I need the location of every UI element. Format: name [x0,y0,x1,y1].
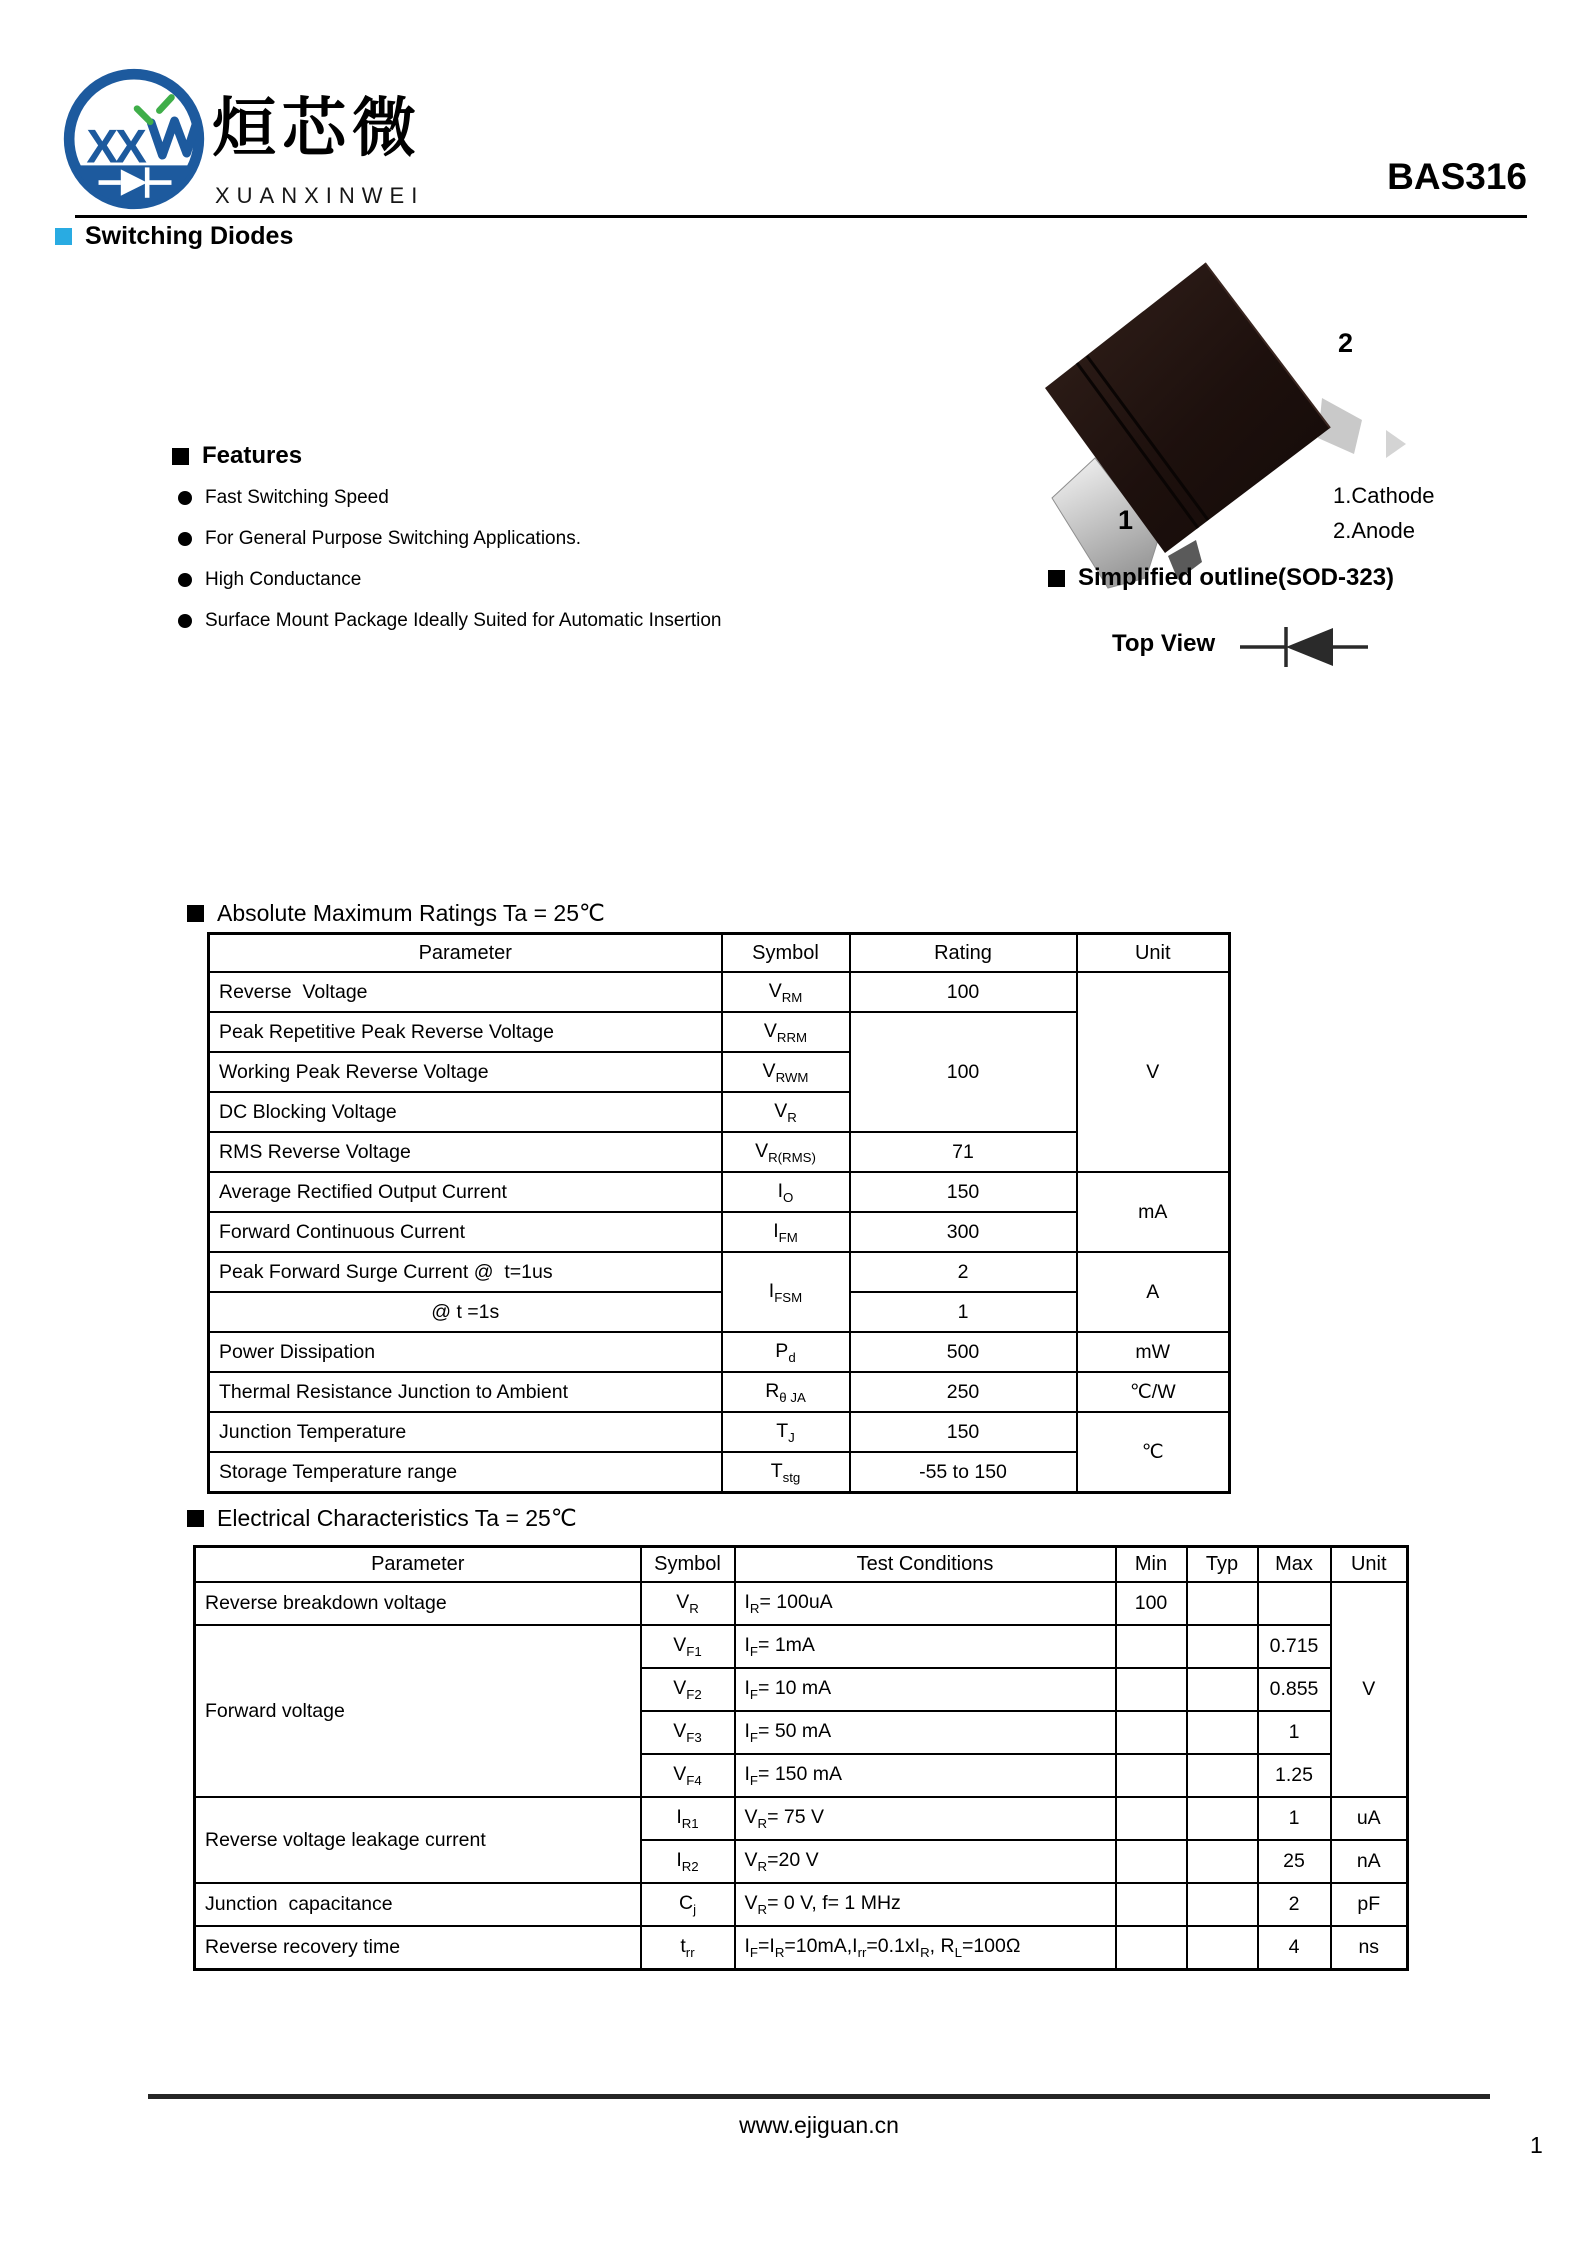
blue-square-icon [55,228,72,245]
pin2-number: 2 [1338,328,1354,358]
cell-symbol: $V_{F1}$ [641,1625,735,1668]
cell-parameter: Forward voltage [195,1625,641,1797]
header-divider [75,215,1527,218]
cell-rating: 100 [850,1012,1077,1132]
outline-title [1048,564,1394,592]
cell-unit: V [1077,972,1230,1172]
cell-min [1116,1883,1187,1926]
cell-unit: nA [1331,1840,1408,1883]
cell-typ [1187,1754,1258,1797]
svg-text:XX: XX [86,120,144,174]
cell-max: 1 [1258,1797,1331,1840]
cell-symbol: $V_{RM}$ [722,972,850,1012]
cell-typ [1187,1625,1258,1668]
cell-typ [1187,1883,1258,1926]
cell-parameter: Power Dissipation [209,1332,722,1372]
black-square-icon [187,905,204,922]
table-row [209,1372,1230,1412]
outline-title-label: Simplified outline(SOD-323) [1078,564,1395,591]
company-logo-icon [58,62,210,214]
cell-parameter: DC Blocking Voltage [209,1092,722,1132]
brand-name-en: XUANXINWEI [215,183,425,208]
bullet-icon [178,614,192,628]
cell-min [1116,1797,1187,1840]
black-square-icon [1048,570,1065,587]
col-symbol: Symbol [641,1547,735,1583]
cell-parameter: Thermal Resistance Junction to Ambient [209,1372,722,1412]
table-row [195,1926,1408,1970]
cell-min: 100 [1116,1582,1187,1625]
cell-test-conditions: $I_F= 150$ mA [735,1754,1116,1797]
cell-unit: ns [1331,1926,1408,1970]
cell-symbol: $I_{R2}$ [641,1840,735,1883]
cell-test-conditions: $V_R= 0$ V, f= 1 MHz [735,1883,1116,1926]
cell-typ [1187,1840,1258,1883]
cell-parameter: Forward Continuous Current [209,1212,722,1252]
feature-text: High Conductance [205,569,362,590]
cell-rating: 300 [850,1212,1077,1252]
table-row [209,1212,1230,1252]
cell-max: 2 [1258,1883,1331,1926]
cell-symbol: $T_J$ [722,1412,850,1452]
cell-rating: 250 [850,1372,1077,1412]
cell-typ [1187,1797,1258,1840]
cell-rating: -55 to 150 [850,1452,1077,1493]
brand-name-cn: 烜芯微 [212,92,422,164]
cell-test-conditions: $I_F= 1mA$ [735,1625,1116,1668]
table-row [195,1883,1408,1926]
cell-parameter: Reverse recovery time [195,1926,641,1970]
cell-min [1116,1668,1187,1711]
cell-symbol: $V_R$ [641,1582,735,1625]
cell-symbol: $t_{rr}$ [641,1926,735,1970]
cell-min [1116,1840,1187,1883]
abs-max-title-label: Absolute Maximum Ratings Ta = 25℃ [217,900,605,926]
cell-symbol: $V_{F2}$ [641,1668,735,1711]
table-row [209,1252,1230,1292]
cell-min [1116,1711,1187,1754]
bullet-icon [178,491,192,505]
feature-text: Fast Switching Speed [205,487,389,508]
cell-rating: 150 [850,1172,1077,1212]
cell-parameter: Average Rectified Output Current [209,1172,722,1212]
pin-legend [1333,478,1435,548]
table-header-row [209,934,1230,973]
cell-rating: 500 [850,1332,1077,1372]
col-test-conditions: Test Conditions [735,1547,1116,1583]
pin1-name: 1.Cathode [1333,483,1435,508]
top-view-label: Top View [1112,630,1216,657]
cell-symbol: $V_{F4}$ [641,1754,735,1797]
table-row [209,1012,1230,1052]
col-min: Min [1116,1547,1187,1583]
part-number: BAS316 [1387,156,1527,197]
diode-symbol-icon [1238,624,1370,670]
cell-test-conditions: $V_R= 75$ V [735,1797,1116,1840]
cell-rating: 1 [850,1292,1077,1332]
cell-symbol: $I_{R1}$ [641,1797,735,1840]
cell-min [1116,1754,1187,1797]
cell-symbol: $V_{RRM}$ [722,1012,850,1052]
cell-test-conditions: $I_F= 10$ mA [735,1668,1116,1711]
features-title [172,442,302,470]
pin2-name: 2.Anode [1333,518,1415,543]
cell-unit: mW [1077,1332,1230,1372]
bullet-icon [178,532,192,546]
cell-rating: 100 [850,972,1077,1012]
cell-max: 0.855 [1258,1668,1331,1711]
table-row [209,1172,1230,1212]
cell-max: 25 [1258,1840,1331,1883]
cell-unit: mA [1077,1172,1230,1252]
table-row [209,1412,1230,1452]
electrical-characteristics-table [193,1545,1409,1971]
feature-item [178,528,581,550]
pin1-number: 1 [1118,505,1134,535]
table-row [209,1292,1230,1332]
cell-parameter: Storage Temperature range [209,1452,722,1493]
feature-item [178,487,389,509]
cell-unit: ℃ [1077,1412,1230,1493]
table-row [195,1625,1408,1668]
col-typ: Typ [1187,1547,1258,1583]
feature-item [178,569,361,591]
cell-symbol: $I_{FM}$ [722,1212,850,1252]
cell-parameter: Reverse breakdown voltage [195,1582,641,1625]
cell-typ [1187,1668,1258,1711]
table-row [209,1452,1230,1493]
cell-parameter: Junction capacitance [195,1883,641,1926]
cell-typ [1187,1711,1258,1754]
cell-test-conditions: $I_R= 100uA$ [735,1582,1116,1625]
cell-unit: V [1331,1582,1408,1797]
table-row [195,1582,1408,1625]
cell-max: 1.25 [1258,1754,1331,1797]
col-parameter: Parameter [209,934,722,973]
cell-test-conditions: $I_F=I_R=10mA,I_{rr}=0.1xI_R$, $R_L=100\Omega$ [735,1926,1116,1970]
cell-parameter: Peak Forward Surge Current @ t=1us [209,1252,722,1292]
cell-symbol: $V_R$ [722,1092,850,1132]
cell-max: 4 [1258,1926,1331,1970]
black-square-icon [172,448,189,465]
cell-typ [1187,1926,1258,1970]
col-rating: Rating [850,934,1077,973]
cell-parameter: @ t =1s [209,1292,722,1332]
cell-parameter: Peak Repetitive Peak Reverse Voltage [209,1012,722,1052]
cell-parameter: Working Peak Reverse Voltage [209,1052,722,1092]
cell-unit: uA [1331,1797,1408,1840]
cell-max: 0.715 [1258,1625,1331,1668]
table-row [195,1797,1408,1840]
table-header-row [195,1547,1408,1583]
table-row [209,1132,1230,1172]
cell-test-conditions: $I_F= 50$ mA [735,1711,1116,1754]
cell-symbol: $T_{stg}$ [722,1452,850,1493]
cell-typ [1187,1582,1258,1625]
feature-text: For General Purpose Switching Applications. [205,528,581,549]
cell-symbol: $C_j$ [641,1883,735,1926]
cell-max: 1 [1258,1711,1331,1754]
features-title-label: Features [202,442,303,469]
cell-min [1116,1926,1187,1970]
page-number: 1 [1530,2132,1543,2158]
cell-parameter: Junction Temperature [209,1412,722,1452]
cell-symbol: $I_O$ [722,1172,850,1212]
col-unit: Unit [1077,934,1230,973]
black-square-icon [187,1510,204,1527]
cell-unit: ℃/W [1077,1372,1230,1412]
col-unit: Unit [1331,1547,1408,1583]
col-symbol: Symbol [722,934,850,973]
table-row [209,1332,1230,1372]
cell-symbol: $R_{\theta JA}$ [722,1372,850,1412]
elec-title [187,1505,577,1532]
cell-unit: pF [1331,1883,1408,1926]
cell-symbol: $V_{R(RMS)}$ [722,1132,850,1172]
cell-symbol: $V_{RWM}$ [722,1052,850,1092]
category-label: Switching Diodes [85,222,294,250]
feature-item [178,610,721,632]
cell-unit: A [1077,1252,1230,1332]
cell-rating: 71 [850,1132,1077,1172]
absolute-maximum-ratings-table [207,932,1231,1494]
col-parameter: Parameter [195,1547,641,1583]
category-title [55,222,293,251]
cell-rating: 2 [850,1252,1077,1292]
cell-max [1258,1582,1331,1625]
table-row [209,972,1230,1012]
footer-divider [148,2094,1490,2099]
feature-text: Surface Mount Package Ideally Suited for Automatic Insertion [205,610,722,631]
abs-max-title [187,900,605,927]
cell-symbol: $P_d$ [722,1332,850,1372]
col-max: Max [1258,1547,1331,1583]
cell-test-conditions: $V_R=20$ V [735,1840,1116,1883]
footer-website: www.ejiguan.cn [739,2112,899,2138]
cell-min [1116,1625,1187,1668]
cell-parameter: Reverse Voltage [209,972,722,1012]
cell-parameter: Reverse voltage leakage current [195,1797,641,1883]
cell-symbol: $V_{F3}$ [641,1711,735,1754]
elec-title-label: Electrical Characteristics Ta = 25℃ [217,1505,577,1531]
cell-parameter: RMS Reverse Voltage [209,1132,722,1172]
bullet-icon [178,573,192,587]
cell-rating: 150 [850,1412,1077,1452]
cell-symbol: $I_{FSM}$ [722,1252,850,1332]
